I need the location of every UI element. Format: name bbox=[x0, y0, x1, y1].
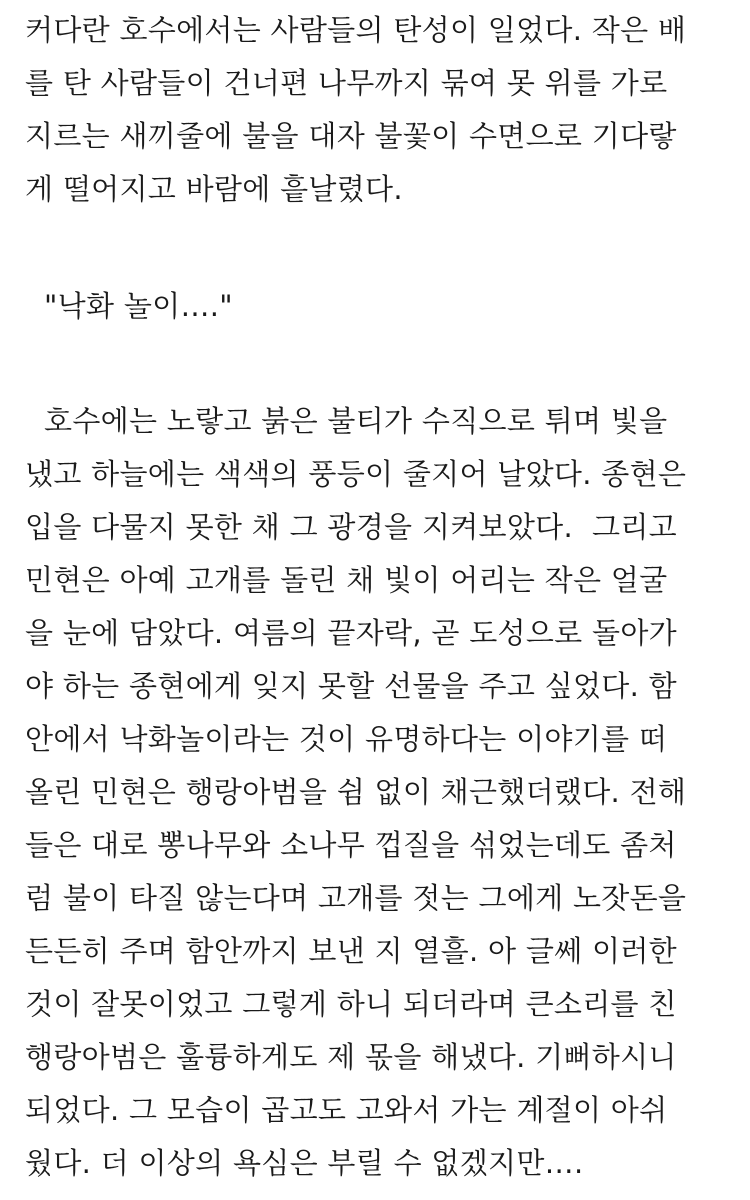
text-line: 민현은 아예 고개를 돌린 채 빛이 어리는 작은 얼굴 bbox=[25, 563, 668, 597]
text-line: 커다란 호수에서는 사람들의 탄성이 일었다. 작은 배 bbox=[25, 13, 687, 47]
text-line: 을 눈에 담았다. 여름의 끝자락, 곧 도성으로 돌아가 bbox=[25, 616, 677, 650]
text-line: 럼 불이 타질 않는다며 고개를 젓는 그에게 노잣돈을 bbox=[25, 881, 687, 915]
dialogue-line: "낙화 놀이…." bbox=[25, 289, 233, 323]
text-line: 행랑아범은 훌륭하게도 제 몫을 해냈다. 기뻐하시니 bbox=[25, 1040, 677, 1074]
text-line: 올린 민현은 행랑아범을 쉼 없이 채근했더랬다. 전해 bbox=[25, 775, 687, 809]
text-line: 들은 대로 뽕나무와 소나무 껍질을 섞었는데도 좀처 bbox=[25, 828, 677, 862]
text-line: 든든히 주며 함안까지 보낸 지 열흘. 아 글쎄 이러한 bbox=[25, 934, 677, 968]
text-line: 지르는 새끼줄에 불을 대자 불꽃이 수면으로 기다랗 bbox=[25, 119, 677, 153]
text-line: 안에서 낙화놀이라는 것이 유명하다는 이야기를 떠 bbox=[25, 722, 668, 756]
text-line: 를 탄 사람들이 건너편 나무까지 묶여 못 위를 가로 bbox=[25, 66, 668, 100]
text-line: 웠다. 더 이상의 욕심은 부릴 수 없겠지만…. bbox=[25, 1146, 584, 1180]
text-line: 냈고 하늘에는 색색의 풍등이 줄지어 날았다. 종현은 bbox=[25, 457, 687, 491]
text-line: 것이 잘못이었고 그렇게 하니 되더라며 큰소리를 친 bbox=[25, 987, 677, 1021]
text-line: 되었다. 그 모습이 곱고도 고와서 가는 계절이 아쉬 bbox=[25, 1093, 668, 1127]
text-line: 호수에는 노랗고 붉은 불티가 수직으로 튀며 빛을 bbox=[25, 404, 668, 438]
text-line: 야 하는 종현에게 잊지 못할 선물을 주고 싶었다. 함 bbox=[25, 669, 677, 703]
text-line: 게 떨어지고 바람에 흩날렸다. bbox=[25, 172, 403, 206]
text-line: 입을 다물지 못한 채 그 광경을 지켜보았다. 그리고 bbox=[25, 510, 677, 544]
